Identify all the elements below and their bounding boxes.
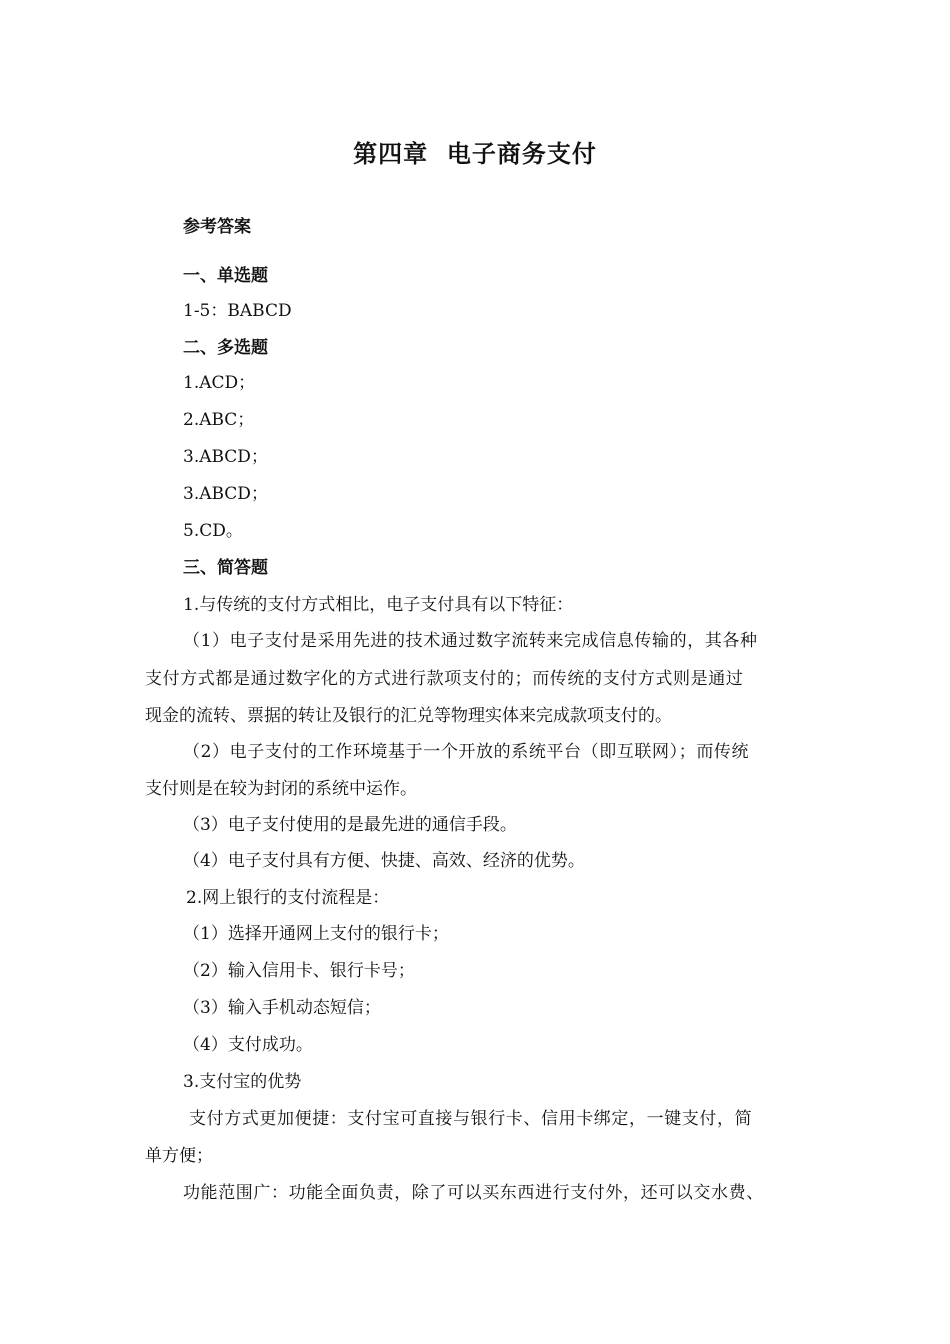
q3-paragraph-line: 支付方式更加便捷：支付宝可直接与银行卡、信用卡绑定，一键支付，简	[183, 1109, 753, 1129]
q2-intro: 2.网上银行的支付流程是：	[186, 888, 390, 908]
q1-paragraph-line: （1）电子支付是采用先进的技术通过数字流转来完成信息传输的，其各种	[183, 631, 758, 651]
section-heading-multiple-choice: 二、多选题	[183, 338, 268, 358]
multiple-choice-answer: 3.ABCD；	[183, 484, 268, 504]
q1-paragraph-line: （4）电子支付具有方便、快捷、高效、经济的优势。	[183, 851, 585, 871]
q1-paragraph-line: 支付方式都是通过数字化的方式进行款项支付的；而传统的支付方式则是通过	[145, 669, 744, 689]
section-heading-single-choice: 一、单选题	[183, 266, 268, 286]
q2-step: （2）输入信用卡、银行卡号；	[183, 961, 415, 981]
q2-step: （1）选择开通网上支付的银行卡；	[183, 924, 449, 944]
q3-paragraph-line: 功能范围广：功能全面负责，除了可以买东西进行支付外，还可以交水费、	[183, 1183, 764, 1203]
section-heading-short-answer: 三、简答题	[183, 558, 268, 578]
q1-paragraph-line: （2）电子支付的工作环境基于一个开放的系统平台（即互联网）；而传统	[183, 742, 750, 762]
q2-step: （3）输入手机动态短信；	[183, 998, 381, 1018]
multiple-choice-answer: 5.CD。	[183, 521, 243, 541]
q1-paragraph-line: （3）电子支付使用的是最先进的通信手段。	[183, 815, 517, 835]
answer-label: 参考答案	[183, 217, 251, 237]
q1-intro: 1.与传统的支付方式相比，电子支付具有以下特征：	[183, 595, 574, 615]
q3-intro: 3.支付宝的优势	[183, 1072, 302, 1092]
chapter-title: 第四章 电子商务支付	[353, 140, 597, 168]
single-choice-answers: 1-5：BABCD	[183, 301, 292, 321]
q1-paragraph-line: 支付则是在较为封闭的系统中运作。	[145, 779, 417, 799]
q3-paragraph-line: 单方便；	[145, 1146, 213, 1166]
multiple-choice-answer: 1.ACD；	[183, 373, 256, 393]
multiple-choice-answer: 3.ABCD；	[183, 447, 268, 467]
multiple-choice-answer: 2.ABC；	[183, 410, 255, 430]
q1-paragraph-line: 现金的流转、票据的转让及银行的汇兑等物理实体来完成款项支付的。	[145, 706, 672, 726]
q2-step: （4）支付成功。	[183, 1035, 313, 1055]
